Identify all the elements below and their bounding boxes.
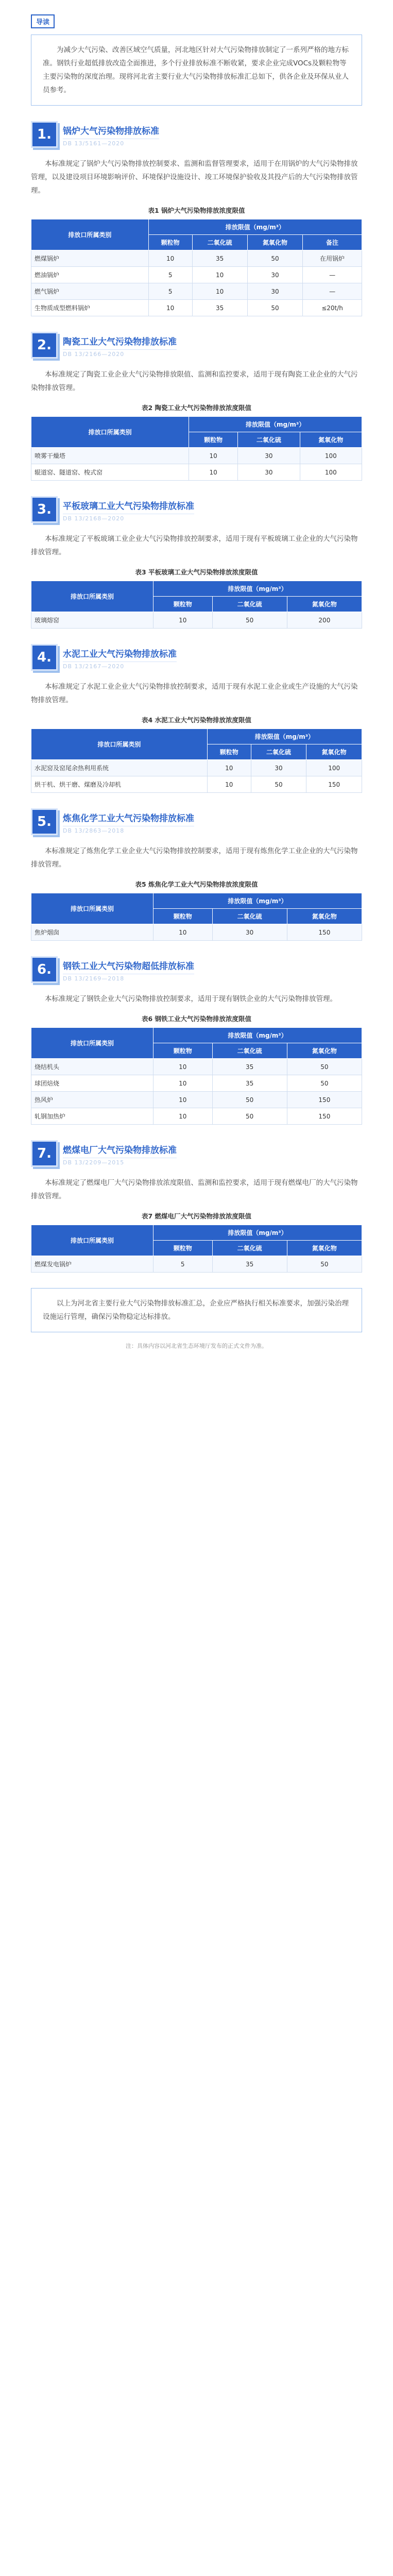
section-number: 4. [31,644,58,671]
table-header-cell: 排放口所属类别 [31,581,153,612]
table-cell: 5 [153,1256,212,1273]
table-header-cell: 氮氧化物 [300,432,362,448]
table-cell: 150 [287,1108,362,1125]
table-header-cell: 排放口所属类别 [31,1028,153,1059]
table-cell: 10 [153,612,212,629]
table-header-cell: 二氧化硫 [212,1043,287,1059]
section-code: DB 13/5161—2020 [63,139,159,147]
table-group-header: 排放限值（mg/m³） [207,729,362,744]
section-header [31,644,362,671]
table-cell: 热风炉 [31,1092,153,1108]
table-header-row [31,219,362,235]
section-paragraph: 本标准规定了平板玻璃工业企业大气污染物排放控制要求，适用于现有平板玻璃工业企业的大气污染物排放管理。 [31,535,358,556]
section-header [31,808,362,835]
table-caption: 表4 水泥工业大气污染物排放浓度限值 [141,716,252,724]
table-header-cell: 颗粒物 [153,597,212,612]
table-row [31,1108,362,1125]
section-number: 7. [31,1140,58,1167]
table-cell: 10 [153,1092,212,1108]
table-caption: 表5 炼焦化学工业大气污染物排放浓度限值 [135,880,258,888]
table-header-row [31,1028,362,1043]
section-title: 钢铁工业大气污染物超低排放标准 [63,961,194,972]
table-cell: 100 [300,448,362,464]
table-cell: 50 [287,1059,362,1075]
section-code: DB 13/2167—2020 [63,662,177,670]
standard-section [31,644,362,793]
section-title: 燃煤电厂大气污染物排放标准 [63,1145,177,1156]
section-title-wrap [63,336,177,359]
table-header-cell: 颗粒物 [153,1043,212,1059]
table-cell: 30 [238,464,300,481]
table-header-cell: 颗粒物 [153,1241,212,1256]
table-caption: 表2 陶瓷工业大气污染物排放浓度限值 [141,404,252,412]
section-code: DB 13/2209—2015 [63,1158,177,1166]
table-cell: 生物质成型燃料锅炉 [31,300,149,316]
table-header-cell: 二氧化硫 [192,235,247,250]
section-header [31,332,362,359]
table-header-row [31,1225,362,1241]
table-header-cell: 氮氧化物 [287,1043,362,1059]
section-header [31,496,362,523]
section-paragraph: 本标准规定了炼焦化学工业企业大气污染物排放控制要求，适用于现有炼焦化学工业企业的大气污染物排放管理。 [31,847,358,869]
table-header-row [31,581,362,597]
table-header-cell: 二氧化硫 [212,1241,287,1256]
section-title-wrap [63,961,194,983]
table-header-row [31,893,362,909]
table-cell: 燃气锅炉 [31,283,149,300]
table-cell: 30 [247,267,302,283]
section-number: 3. [31,496,58,523]
table-cell: 10 [148,250,192,267]
table-cell: 10 [153,1075,212,1092]
emission-table [31,219,362,316]
table-cell: 10 [148,300,192,316]
table-cell: 烘干机、烘干磨、煤磨及冷却机 [31,776,208,793]
summary-box [31,1288,362,1332]
table-header-cell: 二氧化硫 [212,597,287,612]
table-cell: 50 [251,776,306,793]
table-caption: 表3 平板玻璃工业大气污染物排放浓度限值 [135,568,258,576]
section-paragraph: 本标准规定了水泥工业企业大气污染物排放控制要求，适用于现有水泥工业企业或生产设施的大气污染物排放管理。 [31,683,358,704]
table-cell: 10 [153,924,212,941]
table-header-cell: 排放口所属类别 [31,417,189,448]
emission-table [31,416,362,481]
table-group-header: 排放限值（mg/m³） [153,893,362,909]
table-cell: 50 [287,1075,362,1092]
table-group-header: 排放限值（mg/m³） [189,417,362,432]
table-cell: 50 [247,250,302,267]
emission-table [31,581,362,629]
table-cell: 10 [207,776,251,793]
table-group-header: 排放限值（mg/m³） [148,219,362,235]
table-cell: 35 [212,1256,287,1273]
section-title: 水泥工业大气污染物排放标准 [63,649,177,659]
table-header-cell: 备注 [303,235,362,250]
intro-box [31,35,362,106]
emission-table [31,893,362,941]
table-caption: 表1 锅炉大气污染物排放浓度限值 [148,207,245,214]
table-cell: 水泥窑及窑尾余热利用系统 [31,760,208,776]
table-header-cell: 颗粒物 [148,235,192,250]
intro-tag: 导读 [31,14,55,28]
section-title-wrap [63,126,159,148]
emission-table [31,1027,362,1125]
table-header-cell: 氮氧化物 [287,909,362,924]
section-number: 1. [31,121,58,148]
section-title-wrap [63,1145,177,1167]
standard-section [31,332,362,481]
section-title-wrap [63,813,194,835]
table-cell: 30 [212,924,287,941]
table-row [31,1256,362,1273]
table-header-cell: 氮氧化物 [287,1241,362,1256]
table-cell: ≤20t/h [303,300,362,316]
bottom-note: 注：具体内容以河北省生态环境厅发布的正式文件为准。 [126,1343,267,1349]
table-cell: 30 [238,448,300,464]
table-cell: 10 [189,448,238,464]
table-cell: 10 [189,464,238,481]
table-cell: 200 [287,612,362,629]
emission-table [31,1225,362,1273]
table-cell: 100 [300,464,362,481]
table-row [31,760,362,776]
table-cell: 150 [287,1092,362,1108]
section-title: 平板玻璃工业大气污染物排放标准 [63,501,194,512]
standard-section [31,121,362,316]
table-cell: 30 [251,760,306,776]
table-cell: 50 [287,1256,362,1273]
section-number: 5. [31,808,58,835]
table-row [31,612,362,629]
table-row [31,448,362,464]
table-header-cell: 氮氧化物 [306,744,362,760]
table-row [31,250,362,267]
section-header [31,1140,362,1167]
table-row [31,1092,362,1108]
section-title-wrap [63,501,194,523]
table-header-row [31,729,362,744]
section-title: 炼焦化学工业大气污染物排放标准 [63,814,194,824]
table-cell: 35 [212,1075,287,1092]
table-header-cell: 排放口所属类别 [31,1225,153,1256]
section-paragraph: 本标准规定了燃煤电厂大气污染物排放浓度限值、监测和监控要求，适用于现有燃煤电厂的大气污染物排放管理。 [31,1179,358,1200]
table-cell: 在用锅炉 [303,250,362,267]
table-cell: 10 [192,283,247,300]
table-header-cell: 二氧化硫 [251,744,306,760]
table-header-cell: 氮氧化物 [287,597,362,612]
table-cell: 5 [148,283,192,300]
table-caption: 表7 燃煤电厂大气污染物排放浓度限值 [141,1212,252,1220]
table-cell: — [303,267,362,283]
section-paragraph: 本标准规定了钢铁企业大气污染物排放控制要求，适用于现有钢铁企业的大气污染物排放管理。 [45,995,337,1003]
table-header-cell: 二氧化硫 [212,909,287,924]
table-group-header: 排放限值（mg/m³） [153,581,362,597]
table-cell: 球团焙烧 [31,1075,153,1092]
table-header-cell: 二氧化硫 [238,432,300,448]
table-row [31,464,362,481]
table-cell: 燃油锅炉 [31,267,149,283]
table-cell: 50 [247,300,302,316]
table-group-header: 排放限值（mg/m³） [153,1225,362,1241]
table-cell: 烧结机头 [31,1059,153,1075]
section-code: DB 13/2166—2020 [63,349,177,358]
table-cell: 100 [306,760,362,776]
table-row [31,776,362,793]
table-row [31,283,362,300]
emission-table [31,728,362,793]
standard-section [31,808,362,941]
table-cell: 辊道窑、隧道窑、梭式窑 [31,464,189,481]
section-number: 6. [31,956,58,983]
table-cell: 玻璃熔窑 [31,612,153,629]
table-cell: 30 [247,283,302,300]
table-row [31,924,362,941]
table-header-cell: 颗粒物 [153,909,212,924]
table-cell: 喷雾干燥塔 [31,448,189,464]
table-cell: 10 [192,267,247,283]
summary-text: 以上为河北省主要行业大气污染物排放标准汇总，企业应严格执行相关标准要求，加强污染治理设施运行管理，确保污染物稳定达标排放。 [43,1299,349,1321]
table-cell: 10 [207,760,251,776]
intro-text: 为减少大气污染、改善区域空气质量，河北地区针对大气污染物排放制定了一系列严格的地方标准。钢铁行业超低排放改造全面推进，多个行业排放标准不断收紧，要求企业完成VOCs及颗粒物等主要污染物的深度治理。现将河北省主要行业大气污染物排放标准汇总如下，供各企业及环保从业人员参考。 [43,46,349,94]
table-header-cell: 颗粒物 [189,432,238,448]
table-cell: 50 [212,612,287,629]
table-row [31,267,362,283]
table-cell: 35 [192,250,247,267]
section-header [31,121,362,148]
section-code: DB 13/2863—2018 [63,826,194,834]
table-cell: 35 [192,300,247,316]
section-paragraph: 本标准规定了锅炉大气污染物排放控制要求、监测和监督管理要求，适用于在用锅炉的大气污染物排放管理，以及建设项目环境影响评价、环境保护设施设计、竣工环境保护验收及其投产后的大气污染物排放管理。 [31,160,358,195]
section-title-wrap [63,649,177,671]
table-cell: 燃煤锅炉 [31,250,149,267]
table-cell: 10 [153,1108,212,1125]
section-title: 陶瓷工业大气污染物排放标准 [63,337,177,347]
section-title: 锅炉大气污染物排放标准 [63,126,159,137]
table-cell: — [303,283,362,300]
table-row [31,1059,362,1075]
section-code: DB 13/2169—2018 [63,974,194,982]
table-cell: 35 [212,1059,287,1075]
table-group-header: 排放限值（mg/m³） [153,1028,362,1043]
table-caption: 表6 钢铁工业大气污染物排放浓度限值 [141,1015,252,1023]
standard-section [31,496,362,629]
table-cell: 5 [148,267,192,283]
table-cell: 150 [306,776,362,793]
section-paragraph: 本标准规定了陶瓷工业企业大气污染物排放限值、监测和监控要求，适用于现有陶瓷工业企业的大气污染物排放管理。 [31,370,358,392]
section-number: 2. [31,332,58,359]
standard-section [31,1140,362,1273]
table-row [31,1075,362,1092]
table-cell: 燃煤发电锅炉 [31,1256,153,1273]
table-header-row [31,417,362,432]
section-header [31,956,362,983]
table-cell: 50 [212,1092,287,1108]
table-header-cell: 排放口所属类别 [31,893,153,924]
table-cell: 10 [153,1059,212,1075]
standard-section [31,956,362,1125]
table-header-cell: 排放口所属类别 [31,729,208,760]
table-header-cell: 氮氧化物 [247,235,302,250]
sections-container [31,121,362,1273]
table-row [31,300,362,316]
table-cell: 焦炉烟囱 [31,924,153,941]
section-code: DB 13/2168—2020 [63,514,194,522]
table-cell: 150 [287,924,362,941]
table-cell: 轧钢加热炉 [31,1108,153,1125]
table-cell: 50 [212,1108,287,1125]
table-header-cell: 排放口所属类别 [31,219,149,250]
table-header-cell: 颗粒物 [207,744,251,760]
